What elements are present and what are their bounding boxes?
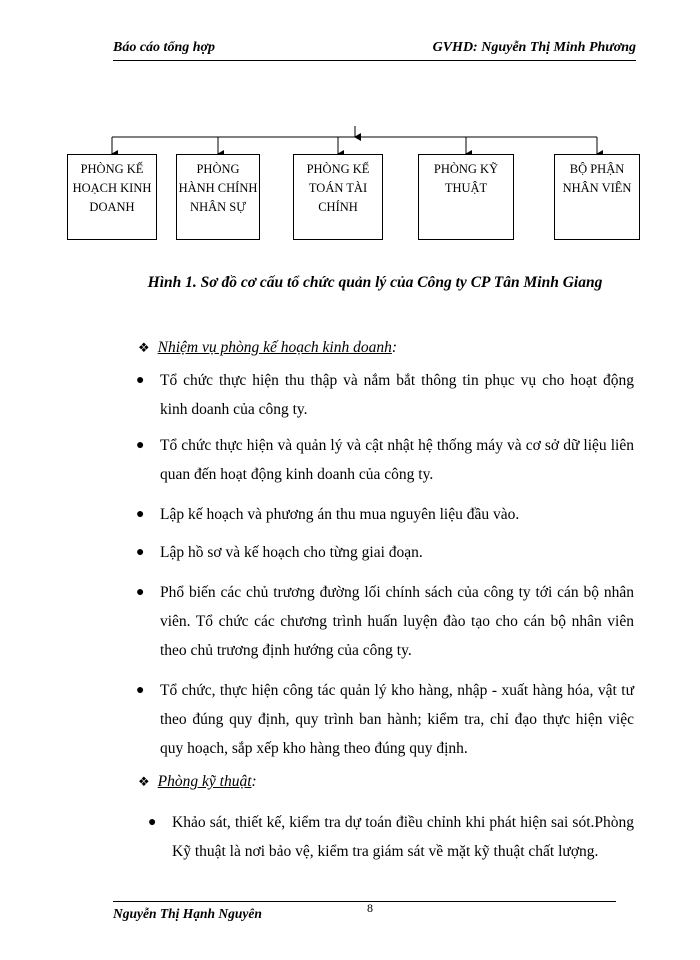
bullet-icon: ●: [136, 585, 145, 600]
org-chart: [0, 120, 700, 250]
bullet-icon: ●: [136, 683, 145, 698]
section-heading-ke-hoach-kinh-doanh: [138, 339, 397, 357]
list-item-text: Lập hồ sơ và kế hoạch cho từng giai đoạn.: [160, 544, 423, 561]
list-item: [136, 578, 634, 665]
list-item: [136, 538, 634, 567]
list-item-text: Lập kế hoạch và phương án thu mua nguyên liệu đầu vào.: [160, 506, 520, 523]
diamond-star-icon: ❖: [138, 340, 150, 355]
list-item: [136, 431, 634, 489]
header-rule: [113, 60, 636, 61]
section-title-suffix: :: [251, 773, 257, 790]
dept-box-ke-toan-tai-chinh: PHÒNG KẾ TOÁN TÀI CHÍNH: [293, 154, 383, 240]
list-item: [136, 676, 634, 763]
bullet-icon: ●: [136, 373, 145, 388]
diamond-star-icon: ❖: [138, 774, 150, 789]
list-item-text: Phổ biến các chủ trương đường lối chính sách của công ty tới cán bộ nhân viên. Tổ chức các chương trình huấn luyện đào tạo cho cán bộ nhân viên theo chủ trương định hướng của công ty.: [160, 584, 634, 659]
list-item-text: Tổ chức thực hiện và quản lý và cật nhật hệ thống máy và cơ sở dữ liệu liên quan đến hoạt động kinh doanh của công ty.: [160, 437, 634, 483]
dept-box-ky-thuat: PHÒNG KỸ THUẬT: [418, 154, 514, 240]
list-item: [148, 808, 634, 866]
list-item-text: Khảo sát, thiết kế, kiểm tra dự toán điều chỉnh khi phát hiện sai sót.Phòng Kỹ thuật là nơi bảo vệ, kiểm tra giám sát về mặt kỹ thuật chất lượng.: [172, 814, 634, 860]
dept-box-hanh-chinh-nhan-su: PHÒNG HÀNH CHÍNH NHÂN SỰ: [176, 154, 260, 240]
section-title: Phòng kỹ thuật: [157, 773, 252, 790]
header-right: GVHD: Nguyễn Thị Minh Phương: [432, 40, 636, 55]
page-number: 8: [367, 901, 373, 915]
section-title: Nhiệm vụ phòng kế hoạch kinh doanh: [157, 339, 392, 356]
dept-box-ke-hoach-kinh-doanh: PHÒNG KẾ HOẠCH KINH DOANH: [67, 154, 157, 240]
dept-box-bo-phan-nhan-vien: BỘ PHẬN NHÂN VIÊN: [554, 154, 640, 240]
list-item: [136, 366, 634, 424]
section-title-suffix: :: [391, 339, 398, 356]
bullet-icon: ●: [136, 545, 145, 560]
bullet-icon: ●: [148, 815, 157, 830]
list-item-text: Tổ chức thực hiện thu thập và nắm bắt thông tin phục vụ cho hoạt động kinh doanh của công ty.: [160, 372, 634, 418]
list-item-text: Tổ chức, thực hiện công tác quản lý kho hàng, nhập - xuất hàng hóa, vật tư theo đúng quy định, quy trình ban hành; kiểm tra, chỉ đạo thực hiện việc quy hoạch, sắp xếp kho hàng theo đúng quy định.: [160, 682, 634, 757]
footer-author: Nguyễn Thị Hạnh Nguyên: [113, 906, 262, 921]
section-heading-ky-thuat: [138, 773, 257, 791]
header-left: Báo cáo tổng hợp: [113, 40, 216, 55]
footer-rule: [113, 901, 616, 902]
figure-caption: Hình 1. Sơ đồ cơ cấu tổ chức quản lý của Công ty CP Tân Minh Giang: [147, 274, 603, 291]
bullet-icon: ●: [136, 507, 145, 522]
list-item: [136, 500, 634, 529]
bullet-icon: ●: [136, 438, 145, 453]
